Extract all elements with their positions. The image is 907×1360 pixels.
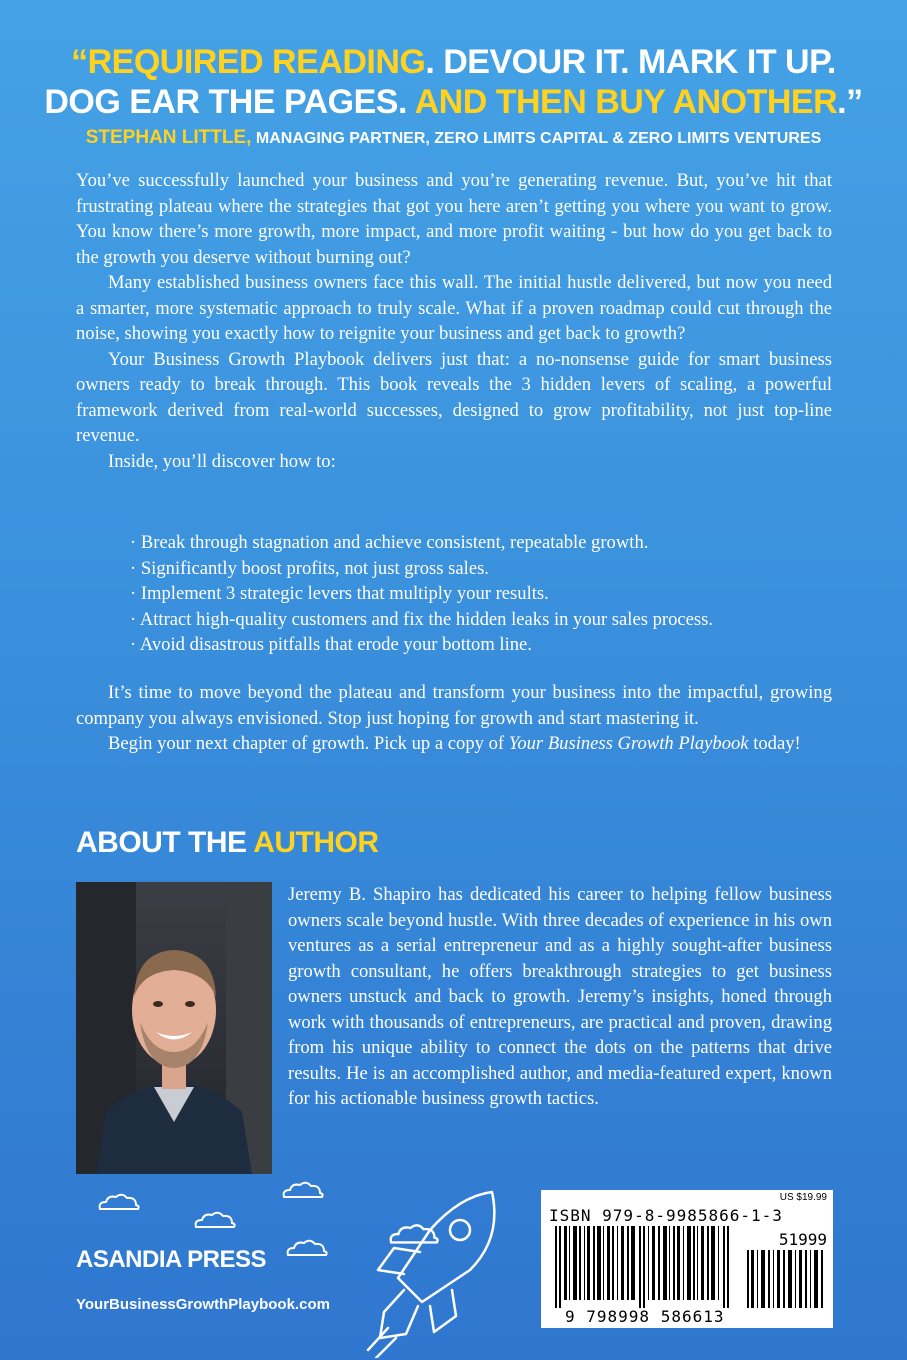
quote-line-2: [0, 82, 907, 122]
quote-text: .”: [837, 83, 863, 121]
rocket-icon: [360, 1182, 510, 1358]
cloud-icon: [280, 1180, 326, 1200]
list-item: · Attract high-quality customers and fix the hidden leaks in your sales process.: [130, 607, 850, 633]
quote-attribution: [0, 127, 907, 149]
about-heading-text: ABOUT THE: [76, 826, 254, 859]
closing-paragraph: [76, 731, 832, 757]
author-portrait-icon: [76, 882, 272, 1174]
attribution-name: STEPHAN LITTLE,: [85, 127, 252, 148]
intro-paragraph: Many established business owners face this wall. The initial hustle delivered, but now you need a smarter, more systematic approach to truly scale. What if a proven roadmap could cut through the noise, showing you exactly how to reignite your business and get back to growth?: [76, 272, 832, 344]
publisher-name: ASANDIA PRESS: [76, 1246, 266, 1273]
about-heading-highlight: AUTHOR: [253, 826, 379, 859]
benefit-list: [130, 530, 850, 658]
closing-text: Begin your next chapter of growth. Pick up a copy of: [108, 733, 509, 754]
price-label: US $19.99: [779, 1192, 827, 1203]
list-item: · Break through stagnation and achieve consistent, repeatable growth.: [130, 530, 850, 556]
intro-paragraph: Your Business Growth Playbook delivers just that: a no-nonsense guide for smart business owners ready to break through. This book reveals the 3 hidden levers of scaling, a powerful framework derived from real-world successes, designed to grow profitability, not just top-line revenue.: [76, 348, 832, 446]
barcode-box: [541, 1190, 833, 1328]
closing-section: [76, 680, 832, 757]
closing-text: today!: [748, 733, 801, 754]
list-item: · Significantly boost profits, not just gross sales.: [130, 556, 850, 582]
about-heading: [76, 826, 379, 860]
isbn-text: ISBN 979-8-9985866-1-3: [549, 1206, 783, 1225]
book-title: Your Business Growth Playbook: [508, 733, 749, 754]
author-photo: [76, 882, 272, 1174]
quote-text: DOG EAR THE PAGES.: [44, 83, 415, 121]
intro-section: [76, 168, 832, 474]
list-item: · Avoid disastrous pitfalls that erode your bottom line.: [130, 632, 850, 658]
intro-paragraph: Inside, you’ll discover how to:: [108, 450, 336, 472]
quote-highlight: AND THEN BUY ANOTHER: [414, 83, 838, 121]
cloud-icon: [284, 1238, 330, 1258]
quote-text: . DEVOUR IT. MARK IT UP.: [425, 43, 836, 81]
intro-paragraph: You’ve successfully launched your business and you’re generating revenue. But, you’ve hit that frustrating plateau where the strategies that got you here aren’t getting you where you want to grow. You know there’s more growth, more impact, and more profit waiting - but how do you get back to the growth you deserve without burning out?: [76, 170, 832, 268]
website-url: YourBusinessGrowthPlaybook.com: [76, 1296, 330, 1313]
isbn-barcode-icon: [555, 1226, 735, 1308]
quote-highlight: “REQUIRED READING: [71, 43, 426, 81]
ean-digits: 9 798998 586613: [565, 1307, 725, 1326]
price-barcode-icon: [747, 1250, 827, 1308]
cloud-icon: [96, 1192, 142, 1212]
price-code: 51999: [778, 1230, 827, 1249]
closing-paragraph: It’s time to move beyond the plateau and transform your business into the impactful, growing company you always envisioned. Stop just hoping for growth and start mastering it.: [76, 682, 832, 729]
cloud-icon: [192, 1210, 238, 1230]
attribution-title: MANAGING PARTNER, ZERO LIMITS CAPITAL & ZERO LIMITS VENTURES: [251, 130, 822, 147]
quote-line-1: [0, 42, 907, 82]
author-bio: Jeremy B. Shapiro has dedicated his career to helping fellow business owners scale beyond hustle. With three decades of experience in his own ventures as a serial entrepreneur and as a highly sought-after business growth consultant, he offers breakthrough strategies to get business owners unstuck and back to growth. Jeremy’s insights, honed through work with thousands of entrepreneurs, are practical and proven, drawing from his unique ability to connect the dots on the patterns that drive results. He is an accomplished author, and media-featured expert, known for his actionable business growth tactics.: [288, 884, 832, 1109]
list-item: · Implement 3 strategic levers that multiply your results.: [130, 581, 850, 607]
